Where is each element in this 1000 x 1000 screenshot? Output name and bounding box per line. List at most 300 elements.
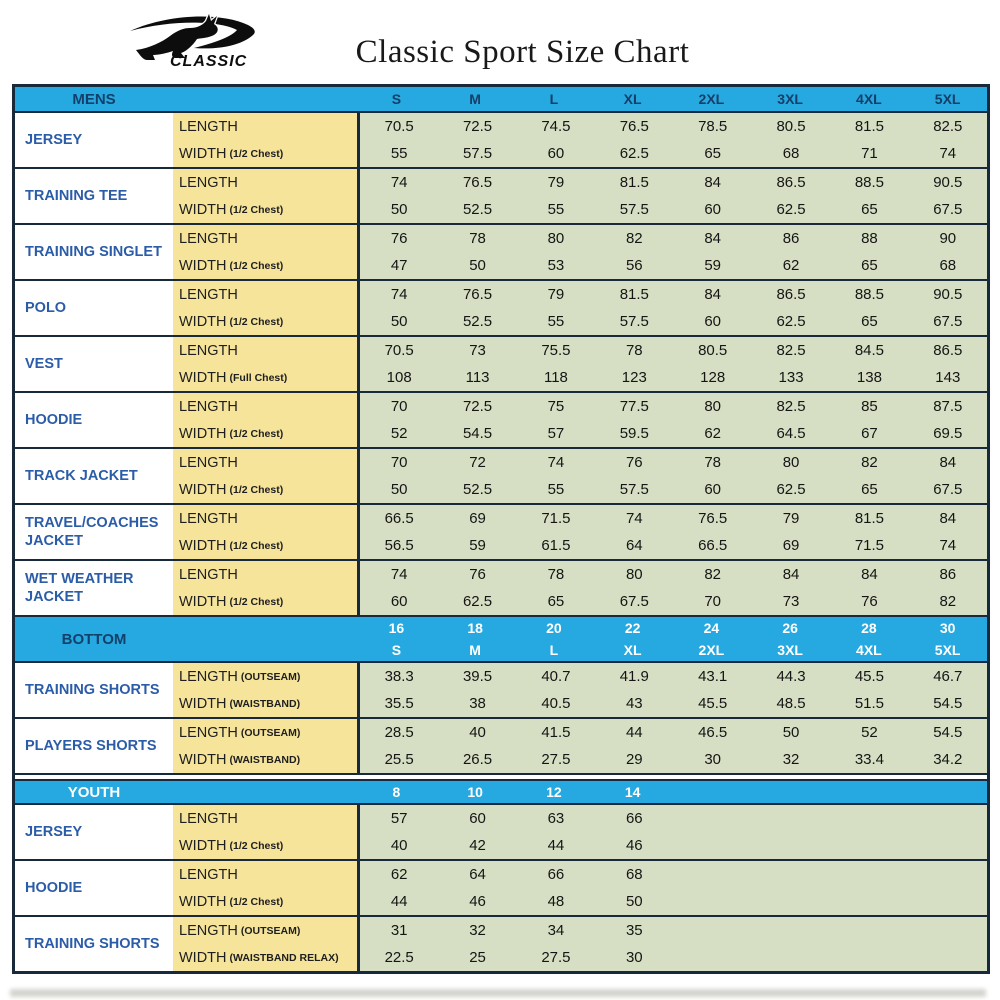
size-value-cell: 55 [547,313,565,330]
size-value-cell: 70.5 [384,118,414,135]
measure-label-text: LENGTH [179,454,238,471]
size-value-cell: 55 [547,481,565,498]
size-value-cell: 113 [465,369,490,386]
size-value-cell: 66.5 [698,537,728,554]
size-value-cell: 76.5 [619,118,649,135]
size-value-cell: 86 [782,230,800,247]
size-value-cell: 84.5 [854,342,885,359]
header-size-columns [357,617,987,661]
size-value-cell: 74 [939,145,957,162]
size-value-cell: 46.7 [933,668,963,685]
size-value-cell: 50 [390,313,408,330]
measure-label-text: WIDTH [179,837,227,854]
size-values-area [357,505,987,559]
size-value-cell: 62 [390,866,408,883]
size-value-row [360,861,987,888]
size-values-area [357,561,987,615]
size-value-row [360,746,987,773]
size-value-cell: 25 [469,949,486,966]
size-value-cell: 61.5 [541,537,571,554]
measure-label-text: WIDTH [179,201,227,218]
header-size-label [672,784,751,800]
size-value-cell: 50 [625,893,643,910]
size-value-cell: 76.5 [698,510,728,527]
size-value-cell: 25.5 [384,751,414,768]
measure-label [173,944,357,971]
measure-label [173,420,357,447]
size-value-cell: 57 [547,425,565,442]
size-value-cell: 84 [704,230,722,247]
size-value-row [360,281,987,308]
size-value-cell: 65 [704,145,722,162]
size-value-cell: 54.5 [462,425,493,442]
measure-sublabel: (1/2 Chest) [229,539,284,552]
measure-label [173,917,357,944]
measure-label-text: LENGTH [179,668,238,685]
size-value-cell: 75.5 [541,342,571,359]
measure-label-column [173,113,357,167]
bottom-blur-strip [10,989,986,997]
size-value-cell: 84 [939,454,957,471]
size-value-cell: 51.5 [854,695,885,712]
size-value-cell: 70 [390,398,408,415]
size-value-cell: 85 [861,398,878,415]
size-value-cell: 84 [939,510,957,527]
size-value-row [360,663,987,690]
size-value-cell: 80 [704,398,722,415]
header-size-label: L [549,642,559,658]
size-value-cell: 65 [861,201,878,218]
size-value-cell: 90.5 [933,286,963,303]
size-value-cell: 88.5 [854,286,885,303]
size-value-cell: 62.5 [619,145,649,162]
size-value-cell: 87.5 [933,398,963,415]
size-value-cell: 67.5 [619,593,649,610]
size-value-cell: 74 [939,537,957,554]
measure-label-text: WIDTH [179,751,227,768]
size-value-cell: 60 [704,481,722,498]
size-value-row [360,476,987,503]
size-value-cell: 40.5 [541,695,571,712]
measure-label-text: WIDTH [179,425,227,442]
size-value-cell: 30 [625,949,643,966]
measure-label-text: WIDTH [179,145,227,162]
size-value-cell: 45.5 [698,695,728,712]
size-value-row [360,505,987,532]
size-value-cell: 71 [861,145,878,162]
header-size-label: 18 [467,620,483,636]
size-value-cell: 38.3 [384,668,414,685]
size-value-cell: 74.5 [541,118,571,135]
measure-sublabel: (1/2 Chest) [229,427,284,440]
product-label: TRACK JACKET [25,467,138,484]
size-values-area [357,663,987,717]
table-row [15,917,987,971]
measure-sublabel: (1/2 Chest) [229,595,284,608]
header-size-label: 5XL [934,91,961,107]
size-value-cell: 76.5 [462,174,493,191]
size-value-row [360,561,987,588]
size-value-cell: 74 [390,286,408,303]
measure-label-text: LENGTH [179,286,238,303]
size-value-cell: 64 [469,866,486,883]
measure-label-column [173,917,357,971]
measure-label-text: LENGTH [179,174,238,191]
header-size-label: S [391,91,402,107]
measure-label-text: WIDTH [179,369,227,386]
header-size-label: 12 [546,784,562,800]
size-value-cell: 80 [547,230,565,247]
measure-label [173,588,357,615]
size-value-cell: 62.5 [776,201,806,218]
size-value-cell: 72.5 [462,398,493,415]
measure-label-text: LENGTH [179,342,238,359]
size-value-cell: 73 [469,342,486,359]
measure-sublabel: (1/2 Chest) [229,147,284,160]
measure-label-column [173,393,357,447]
product-label: TRAVEL/COACHES JACKET [25,514,159,549]
size-value-cell: 84 [782,566,800,583]
size-value-cell: 60 [704,313,722,330]
size-value-cell: 69.5 [933,425,963,442]
size-value-cell: 78 [469,230,486,247]
measure-label-text: LENGTH [179,566,238,583]
size-value-row [360,169,987,196]
size-value-cell: 80.5 [698,342,728,359]
size-value-cell: 76 [390,230,408,247]
table-row [15,505,987,561]
size-value-cell: 79 [547,286,565,303]
measure-sublabel: (1/2 Chest) [229,315,284,328]
size-value-cell: 76 [625,454,643,471]
size-value-cell: 48.5 [776,695,806,712]
header-size-label: 5XL [934,642,961,658]
header-size-label [751,784,830,800]
header-size-columns [357,784,987,800]
size-value-cell: 33.4 [854,751,885,768]
measure-label-column [173,225,357,279]
measure-label-text: WIDTH [179,481,227,498]
table-row [15,805,987,861]
size-value-cell: 86 [939,566,957,583]
size-value-cell: 43.1 [698,668,728,685]
size-value-cell: 28.5 [384,724,414,741]
size-value-cell: 62 [704,425,722,442]
size-value-cell: 78 [704,454,722,471]
product-label: TRAINING SHORTS [25,681,160,698]
header-size-label: 10 [467,784,483,800]
size-value-cell: 64 [625,537,643,554]
table-row [15,449,987,505]
product-label: TRAINING SHORTS [25,935,160,952]
size-value-row [360,917,987,944]
measure-sublabel: (OUTSEAM) [240,924,301,937]
size-value-cell: 70.5 [384,342,414,359]
size-value-cell: 46.5 [698,724,728,741]
size-value-cell: 62.5 [776,313,806,330]
size-value-cell: 76.5 [462,286,493,303]
product-label: TRAINING SINGLET [25,243,162,260]
size-value-cell: 128 [700,369,726,386]
size-value-cell: 74 [390,566,408,583]
table-row [15,225,987,281]
size-value-cell: 84 [704,174,722,191]
size-value-cell: 44.3 [776,668,806,685]
size-value-cell: 108 [386,369,412,386]
size-value-cell: 86.5 [933,342,963,359]
measure-sublabel: (WAISTBAND) [229,753,301,766]
header-size-label: M [469,642,481,658]
header-size-label: 16 [388,620,405,636]
size-value-cell: 123 [621,369,647,386]
size-value-cell: 90 [939,230,957,247]
size-value-cell: 30 [704,751,722,768]
size-value-cell: 52 [390,425,408,442]
measure-label [173,888,357,915]
size-values-area [357,169,987,223]
measure-label [173,225,357,252]
size-value-cell: 78 [625,342,643,359]
measure-sublabel: (Full Chest) [229,371,288,384]
measure-sublabel: (WAISTBAND) [229,697,301,710]
size-value-cell: 88.5 [854,174,885,191]
header-size-label [830,784,909,800]
measure-label [173,308,357,335]
size-values-area [357,861,987,915]
measure-label [173,113,357,140]
measure-sublabel: (OUTSEAM) [240,726,301,739]
measure-label-column [173,169,357,223]
size-value-cell: 90.5 [933,174,963,191]
size-value-cell: 60 [469,810,486,827]
measure-sublabel: (1/2 Chest) [229,259,284,272]
header-size-label: 22 [624,620,641,636]
size-value-row [360,888,987,915]
product-label: TRAINING TEE [25,187,128,204]
size-value-cell: 75 [547,398,565,415]
size-value-cell: 38 [469,695,486,712]
size-values-area [357,805,987,859]
measure-label-column [173,861,357,915]
size-value-row [360,690,987,717]
size-value-cell: 40.7 [541,668,571,685]
size-value-cell: 118 [543,369,568,386]
size-values-area [357,393,987,447]
size-value-cell: 67.5 [933,481,963,498]
size-value-cell: 55 [547,201,565,218]
measure-label [173,140,357,167]
measure-label [173,805,357,832]
header-size-label: 24 [703,620,720,636]
size-value-row [360,308,987,335]
size-value-row [360,337,987,364]
header-size-columns [357,91,987,107]
header-size-label: 2XL [698,642,725,658]
size-value-cell: 65 [547,593,565,610]
size-value-cell: 54.5 [933,695,963,712]
size-value-cell: 84 [704,286,722,303]
measure-sublabel: (OUTSEAM) [240,670,301,683]
product-label: POLO [25,299,67,316]
section-header-youth [15,781,987,805]
size-value-cell: 86.5 [776,286,806,303]
size-values-area [357,917,987,971]
header-size-label: XL [623,91,642,107]
size-value-cell: 65 [861,313,878,330]
measure-label-text: WIDTH [179,893,227,910]
page-title: Classic Sport Size Chart [355,34,690,70]
size-value-cell: 48 [547,893,565,910]
size-value-cell: 50 [469,257,486,274]
measure-label-text: WIDTH [179,257,227,274]
size-value-cell: 55 [390,145,408,162]
size-value-cell: 63 [547,810,565,827]
product-label: JERSEY [25,823,83,840]
measure-label-column [173,449,357,503]
section-header-bottom [15,617,987,663]
size-value-cell: 82.5 [933,118,963,135]
header-size-label: 2XL [698,91,725,107]
measure-sublabel: (WAISTBAND RELAX) [229,951,339,964]
measure-label-column [173,719,357,773]
size-value-cell: 39.5 [462,668,493,685]
measure-label [173,281,357,308]
size-value-cell: 80 [782,454,800,471]
measure-label-text: LENGTH [179,724,238,741]
size-value-cell: 57.5 [462,145,493,162]
size-value-cell: 50 [782,724,800,741]
header-size-label: 28 [861,620,877,636]
measure-label-column [173,561,357,615]
size-value-cell: 69 [782,537,800,554]
header-size-label: M [469,91,481,107]
header-size-label: 14 [624,784,641,800]
size-value-cell: 60 [704,201,722,218]
measure-label-column [173,805,357,859]
size-value-cell: 77.5 [619,398,649,415]
measure-label-column [173,281,357,335]
header-size-label: 4XL [856,91,882,107]
size-value-cell: 86.5 [776,174,806,191]
size-value-cell: 82 [625,230,643,247]
size-value-cell: 43 [625,695,643,712]
size-value-row [360,252,987,279]
size-value-cell: 74 [625,510,643,527]
table-row [15,561,987,617]
size-value-cell: 82 [704,566,722,583]
size-value-cell: 71.5 [541,510,571,527]
size-value-cell: 50 [390,201,408,218]
size-value-cell: 68 [625,866,643,883]
size-value-cell: 68 [939,257,957,274]
product-label: JERSEY [25,131,83,148]
section-label: YOUTH [67,783,121,801]
size-value-cell: 62.5 [776,481,806,498]
size-value-cell: 72.5 [462,118,493,135]
size-values-area [357,113,987,167]
size-value-cell: 35.5 [384,695,414,712]
size-value-row [360,420,987,447]
size-value-cell: 66 [547,866,565,883]
size-value-cell: 82 [939,593,957,610]
product-label: VEST [25,355,63,372]
measure-label-text: WIDTH [179,313,227,330]
size-value-cell: 64.5 [776,425,806,442]
measure-label [173,337,357,364]
size-value-row [360,805,987,832]
table-row [15,663,987,719]
size-value-cell: 67.5 [933,313,963,330]
size-value-row [360,719,987,746]
size-value-cell: 74 [547,454,565,471]
size-value-row [360,532,987,559]
measure-label [173,561,357,588]
size-value-cell: 143 [935,369,961,386]
table-row [15,719,987,775]
size-value-cell: 62 [782,257,800,274]
size-value-row [360,196,987,223]
size-value-cell: 138 [856,369,882,386]
size-value-row [360,449,987,476]
measure-label [173,663,357,690]
size-value-cell: 56.5 [384,537,414,554]
measure-label-column [173,663,357,717]
size-value-cell: 81.5 [854,510,885,527]
measure-label-column [173,337,357,391]
size-value-cell: 81.5 [619,174,649,191]
header-size-label: 4XL [856,642,882,658]
size-value-cell: 78 [547,566,565,583]
header-size-label: 3XL [777,91,803,107]
size-value-cell: 60 [390,593,408,610]
table-row [15,861,987,917]
size-values-area [357,281,987,335]
measure-label [173,252,357,279]
size-value-cell: 44 [547,837,565,854]
size-value-cell: 81.5 [854,118,885,135]
header-size-label: 8 [392,784,401,800]
table-row [15,281,987,337]
measure-label [173,364,357,391]
size-value-cell: 62.5 [462,593,493,610]
size-value-cell: 50 [390,481,408,498]
size-value-cell: 34.2 [933,751,963,768]
size-value-row [360,140,987,167]
header-size-label: L [549,91,559,107]
size-value-cell: 34 [547,922,565,939]
size-values-area [357,337,987,391]
table-row [15,169,987,225]
header-size-label: 30 [939,620,956,636]
size-value-cell: 56 [625,257,643,274]
measure-label [173,476,357,503]
size-value-cell: 76 [469,566,486,583]
size-value-cell: 57.5 [619,201,649,218]
size-value-cell: 67 [861,425,878,442]
size-value-cell: 65 [861,481,878,498]
size-value-cell: 66 [625,810,643,827]
size-value-cell: 59 [704,257,722,274]
section-label: BOTTOM [61,630,127,648]
size-value-cell: 44 [390,893,408,910]
size-value-cell: 32 [469,922,486,939]
header-size-label: S [391,642,402,658]
measure-sublabel: (1/2 Chest) [229,483,284,496]
header-size-label: 20 [546,620,562,636]
size-value-cell: 72 [469,454,486,471]
size-value-row [360,393,987,420]
measure-label-text: LENGTH [179,922,238,939]
